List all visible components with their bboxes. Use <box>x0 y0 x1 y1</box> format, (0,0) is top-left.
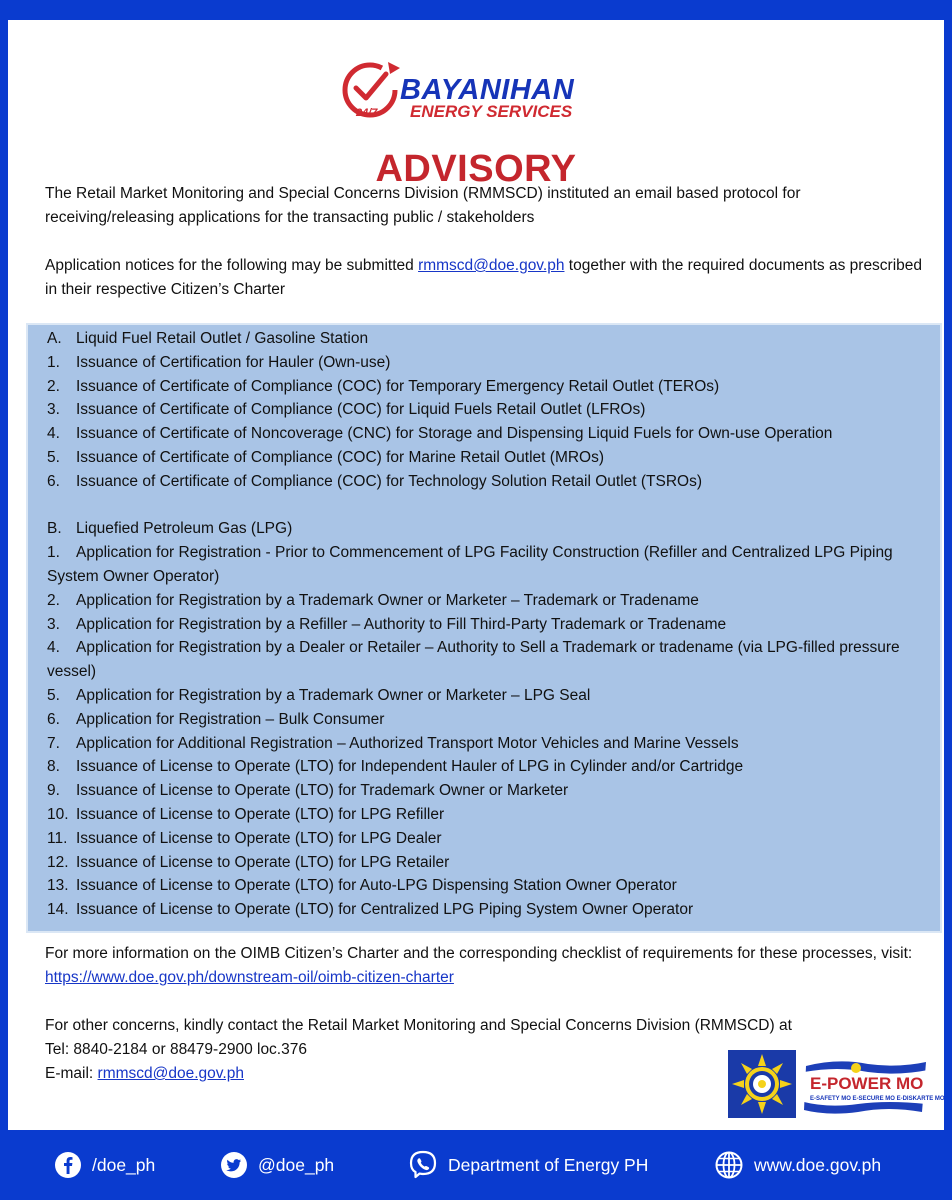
list-item: 2. Issuance of Certificate of Compliance (COC) for Temporary Emergency Retail Outlet (TEROs) <box>47 377 720 395</box>
epower-title: E-POWER MO <box>810 1074 924 1093</box>
intro-paragraph: The Retail Market Monitoring and Special Concerns Division (RMMSCD) instituted an email based protocol for receiving/releasing applications for the transacting public / stakeholders <box>45 185 801 226</box>
globe-icon <box>714 1150 744 1180</box>
logo-title: BAYANIHAN <box>400 74 575 106</box>
bayanihan-logo <box>336 54 636 126</box>
section-a-heading <box>47 327 927 351</box>
footer-viber[interactable] <box>408 1150 648 1180</box>
facebook-icon <box>54 1151 82 1179</box>
list-item: 13. Issuance of License to Operate (LTO) for Auto-LPG Dispensing Station Owner Operator <box>47 877 677 895</box>
epower-logo <box>798 1058 945 1118</box>
logo-subtitle: ENERGY SERVICES <box>410 102 573 121</box>
requirements-box <box>26 323 942 933</box>
list-item: 7. Application for Additional Registration – Authorized Transport Motor Vehicles and Marine Vessels <box>47 734 739 752</box>
list-item: 14. Issuance of License to Operate (LTO) for Centralized LPG Piping System Owner Operator <box>47 901 694 919</box>
list-spacer <box>47 494 927 518</box>
footer-bar <box>0 1130 952 1200</box>
submit-paragraph <box>45 254 925 302</box>
list-item: 1. Issuance of Certification for Hauler (Own-use) <box>47 353 391 371</box>
clock-check-icon <box>336 54 406 124</box>
submit-text-before: Application notices for the following may be submitted <box>45 257 419 274</box>
contact-tel: Tel: 8840-2184 or 88479-2900 loc.376 <box>45 1041 307 1058</box>
requirements-list <box>47 327 927 922</box>
advisory-sheet <box>8 20 944 1130</box>
doe-seal-icon <box>728 1050 796 1118</box>
more-info-text: For more information on the OIMB Citizen’s Charter and the corresponding checklist of requirements for these processes, visit: <box>45 945 913 962</box>
submit-email-link[interactable]: rmmscd@doe.gov.ph <box>418 257 565 274</box>
list-item: 4. Issuance of Certificate of Noncoverage (CNC) for Storage and Dispensing Liquid Fuels for Own-use Operation <box>47 425 833 443</box>
twitter-icon <box>220 1151 248 1179</box>
list-item: 4. Application for Registration by a Dealer or Retailer – Authority to Sell a Trademark or tradename (via LPG-filled pressure vessel) <box>47 639 900 681</box>
logo-badge: 24/7 <box>356 107 378 119</box>
list-item: 3. Issuance of Certificate of Compliance (COC) for Liquid Fuels Retail Outlet (LFROs) <box>47 401 646 419</box>
footer-website[interactable] <box>714 1150 881 1180</box>
section-marker: B. <box>47 520 62 538</box>
list-item: 11. Issuance of License to Operate (LTO) for LPG Dealer <box>47 829 442 847</box>
charter-link[interactable]: https://www.doe.gov.ph/downstream-oil/oimb-citizen-charter <box>45 969 454 986</box>
section-title: Liquid Fuel Retail Outlet / Gasoline Station <box>76 330 369 347</box>
footer-facebook[interactable] <box>54 1150 155 1180</box>
list-item: 12. Issuance of License to Operate (LTO) for LPG Retailer <box>47 853 450 871</box>
section-marker: A. <box>47 330 62 347</box>
website-url: www.doe.gov.ph <box>754 1154 882 1175</box>
viber-name: Department of Energy PH <box>448 1154 649 1175</box>
list-item: 6. Application for Registration – Bulk Consumer <box>47 710 385 728</box>
footer-twitter[interactable] <box>220 1150 334 1180</box>
page-title: ADVISORY <box>375 148 577 190</box>
list-item: 10. Issuance of License to Operate (LTO) for LPG Refiller <box>47 805 445 823</box>
sun-icon <box>851 1063 861 1073</box>
submit-text-after: together with the required documents as prescribed in their respective Citizen’s Charter <box>45 257 923 298</box>
twitter-handle: @doe_ph <box>258 1154 335 1175</box>
contact-line: For other concerns, kindly contact the Retail Market Monitoring and Special Concerns Division (RMMSCD) at <box>45 1017 792 1034</box>
list-item: 3. Application for Registration by a Refiller – Authority to Fill Third-Party Trademark or Tradename <box>47 615 727 633</box>
list-item: 6. Issuance of Certificate of Compliance (COC) for Technology Solution Retail Outlet (TSROs) <box>47 472 702 490</box>
list-item: 9. Issuance of License to Operate (LTO) for Trademark Owner or Marketer <box>47 782 569 800</box>
contact-email-label: E-mail: <box>45 1065 98 1082</box>
list-item: 2. Application for Registration by a Trademark Owner or Marketer – Trademark or Tradename <box>47 591 699 609</box>
list-item: 1. Application for Registration - Prior to Commencement of LPG Facility Construction (Refiller and Centralized LPG Piping System Owner Operator) <box>47 544 893 585</box>
epower-subtitle: E-SAFETY MO E-SECURE MO E-DISKARTE MO <box>810 1096 945 1102</box>
more-info-paragraph <box>45 942 925 990</box>
list-item: 5. Issuance of Certificate of Compliance (COC) for Marine Retail Outlet (MROs) <box>47 448 605 466</box>
contact-email-link[interactable]: rmmscd@doe.gov.ph <box>97 1065 244 1082</box>
list-item: 5. Application for Registration by a Trademark Owner or Marketer – LPG Seal <box>47 686 591 704</box>
section-b-heading <box>47 517 927 541</box>
list-item: 8. Issuance of License to Operate (LTO) for Independent Hauler of LPG in Cylinder and/or Cartridge <box>47 758 744 776</box>
viber-icon <box>408 1150 438 1180</box>
facebook-handle: /doe_ph <box>92 1154 156 1175</box>
section-title: Liquefied Petroleum Gas (LPG) <box>76 520 293 538</box>
